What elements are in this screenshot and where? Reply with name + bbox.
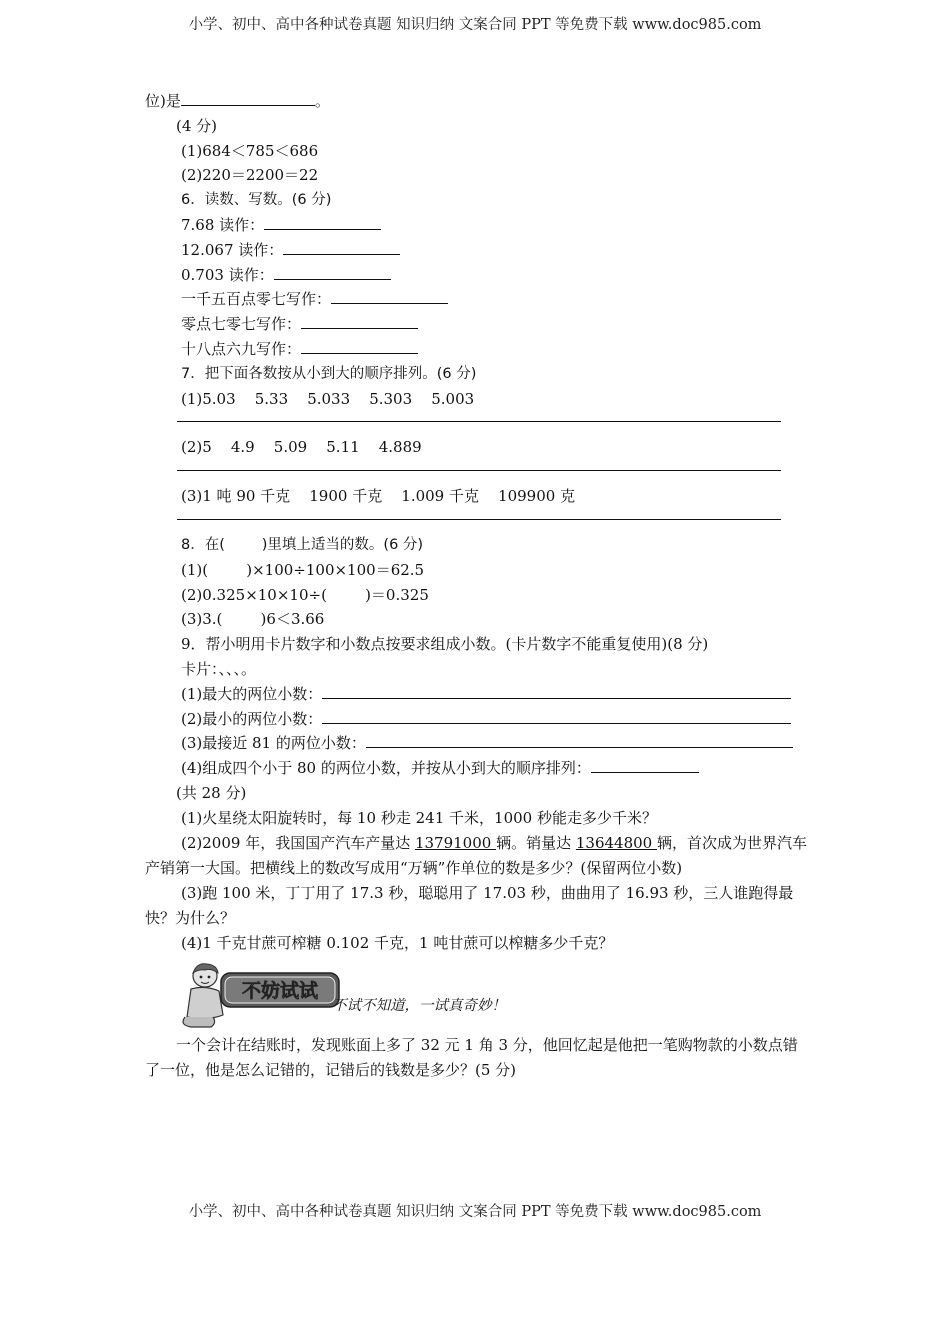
q5-item-1: (1)684＜785＜686 — [181, 141, 319, 160]
answer-line[interactable] — [177, 460, 781, 471]
answer-blank[interactable] — [181, 89, 315, 106]
try-it-banner — [145, 959, 810, 1031]
q9-item — [145, 682, 810, 707]
q6-item — [145, 263, 810, 288]
q9-item-label: (3)最接近 81 的两位小数： — [181, 734, 366, 753]
q6-item-label: 零点七零七写作： — [181, 315, 302, 334]
q10-p2-text: 辆，首次成为世界汽车产销第一大国。把横线上的数改写成用“万辆”作单位的数是多少？(保留两位小数) — [145, 833, 808, 877]
try-problem: 一个会计在结账时，发现账面上多了 32 元 1 角 3 分，他回忆起是他把一笔购物款的小数点错了一位，他是怎么记错的，记错后的钱数是多少？(5 分) — [145, 1036, 798, 1080]
kid-eye — [208, 976, 211, 979]
q6-item — [145, 337, 810, 362]
answer-line[interactable] — [177, 411, 781, 422]
q10-p1: (1)火星绕太阳旋转时，每 10 秒走 241 千米，1000 秒能走多少千米？ — [181, 808, 657, 827]
answer-blank[interactable] — [331, 287, 448, 304]
underlined-number: 13644800 — [575, 833, 657, 852]
q9-item-label: (4)组成四个小于 80 的两位小数，并按从小到大的顺序排列： — [181, 759, 591, 778]
q10-p2-text: 辆。销量达 — [496, 833, 576, 852]
q6-item — [145, 238, 810, 263]
q9-item — [145, 756, 810, 781]
answer-blank[interactable] — [301, 337, 418, 354]
q9-title: 9．帮小明用卡片数字和小数点按要求组成小数。(卡片数字不能重复使用)(8 分) — [181, 635, 709, 654]
q8-item-2: (2)0.325×10×10÷( )＝0.325 — [181, 585, 429, 604]
q7-title: 7．把下面各数按从小到大的顺序排列。(6 分) — [181, 365, 477, 382]
q9-item-label: (2)最小的两位小数： — [181, 709, 323, 728]
q5-item-2: (2)220＝2200＝22 — [181, 166, 319, 185]
q8-title: 8．在( )里填上适当的数。(6 分) — [181, 536, 424, 553]
worksheet-content — [145, 89, 810, 1083]
q6-item — [145, 287, 810, 312]
q6-item-label: 7.68 读作： — [181, 215, 265, 234]
q10-score: (共 28 分) — [176, 783, 247, 802]
q6-item-label: 一千五百点零七写作： — [181, 290, 332, 309]
q9-item — [145, 707, 810, 732]
q9-cards: 卡片：、、、。 — [181, 659, 257, 678]
q6-item — [145, 213, 810, 238]
answer-blank[interactable] — [322, 682, 791, 699]
q9-item — [145, 731, 810, 756]
kid-leg — [183, 1017, 215, 1027]
answer-blank[interactable] — [366, 731, 793, 748]
badge-label: 不妨试试 — [241, 980, 319, 1003]
q6-item-label: 十八点六九写作： — [181, 339, 302, 358]
answer-blank[interactable] — [283, 238, 400, 255]
underlined-number: 13791000 — [414, 833, 497, 852]
q5-tail-suffix: 。 — [314, 92, 330, 110]
page-footer: 小学、初中、高中各种试卷真题 知识归纳 文案合同 PPT 等免费下载 www.doc985.com — [188, 1204, 762, 1220]
q7-item-2: (2)5 4.9 5.09 5.11 4.889 — [181, 438, 422, 457]
q6-item-label: 12.067 读作： — [181, 240, 284, 259]
answer-blank[interactable] — [274, 263, 391, 280]
q6-item — [145, 312, 810, 337]
q6-item-label: 0.703 读作： — [181, 265, 274, 284]
answer-blank[interactable] — [591, 756, 699, 773]
q7-item-3: (3)1 吨 90 千克 1900 千克 1.009 千克 109900 克 — [181, 487, 576, 506]
answer-blank[interactable] — [264, 213, 381, 230]
q10-p4: (4)1 千克甘蔗可榨糖 0.102 千克，1 吨甘蔗可以榨糖多少千克？ — [181, 933, 614, 952]
q9-item-label: (1)最大的两位小数： — [181, 684, 323, 703]
q6-title: 6．读数、写数。(6 分) — [181, 192, 332, 209]
q10-p3: (3)跑 100 米，丁丁用了 17.3 秒，聪聪用了 17.03 秒，曲曲用了 16.93 秒，三人谁跑得最快？为什么？ — [145, 883, 794, 927]
answer-line[interactable] — [177, 509, 781, 520]
kid-body — [187, 988, 223, 1019]
q10-p2 — [145, 831, 810, 881]
answer-blank[interactable] — [322, 707, 791, 724]
q8-item-3: (3)3.( )6＜3.66 — [181, 610, 325, 629]
kid-eye — [200, 976, 203, 979]
answer-blank[interactable] — [301, 312, 418, 329]
q8-item-1: (1)( )×100÷100×100＝62.5 — [181, 560, 425, 579]
q5-tail-prefix: 位)是 — [145, 92, 181, 110]
page-header: 小学、初中、高中各种试卷真题 知识归纳 文案合同 PPT 等免费下载 www.doc985.com — [188, 17, 762, 33]
q10-p2-text: (2)2009 年，我国国产汽车产量达 — [181, 833, 415, 852]
q5-tail — [145, 89, 810, 114]
q5-score: (4 分) — [176, 116, 218, 135]
try-tip: 不试不知道，一试真奇妙！ — [332, 998, 506, 1015]
q7-item-1: (1)5.03 5.33 5.033 5.303 5.003 — [181, 389, 475, 408]
